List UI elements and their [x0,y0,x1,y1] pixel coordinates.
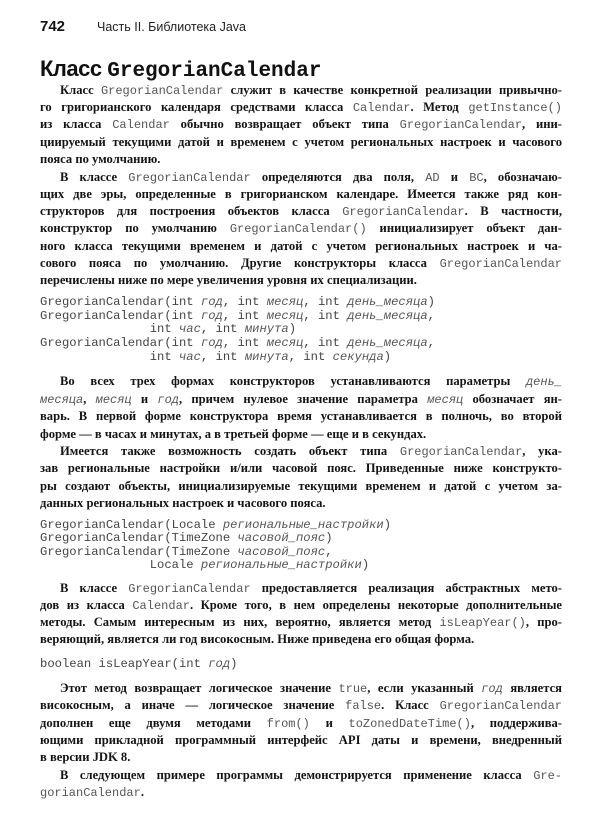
code-parameter: часовой_пояс [237,531,326,545]
text-span: ного класса текущими временем и датой с учетом региональных настроек и ча- [40,239,562,253]
code-parameter: региональные_настройки [222,518,384,532]
text-line [40,479,562,497]
text-span: данных региональных настроек и часового пояса. [40,496,326,510]
text-line [40,83,562,101]
text-span: Имеется также возможность создать объект типа [60,444,400,458]
text-span: ющими прикладной программный интерфейс API даты и времени, внедренный [40,733,562,747]
text-line [40,681,562,699]
text-span: из класса [40,117,113,131]
text-span: , причем нулевое значение параметра [179,392,428,406]
text-span: int [40,322,179,336]
text-line [40,427,562,445]
text-span: форме — в часах и минутах, а в третьей форме — еще и в секундах. [40,427,427,441]
text-span: , int [222,295,267,309]
text-span: конструктор по умолчанию [40,221,230,235]
text-line [40,374,562,392]
inline-code: toZonedDateTime() [348,717,471,731]
text-span: GregorianCalendar(int [40,295,201,309]
section-title-class-name: GregorianCalendar [107,60,322,83]
code-parameter: год [157,393,179,407]
text-span: Этот метод возвращает логическое значение [60,681,339,695]
inline-code: from() [266,717,310,731]
inline-code: GregorianCalendar [342,205,465,219]
text-line [40,716,562,734]
text-line [40,204,562,222]
text-line [40,785,562,803]
code-parameter: год [200,336,223,350]
text-span: . В частности, [464,204,562,218]
code-parameter: час [178,350,201,364]
text-line [40,273,562,291]
text-line [40,187,562,205]
code-parameter: месяц [266,295,304,309]
text-span: GregorianCalendar(TimeZone [40,531,238,545]
text-line [40,632,562,650]
text-span: int [40,350,179,364]
text-span: циируемый текущими датой и временем с учетом региональных настроек и часового [40,135,562,149]
text-line [40,598,562,616]
code-parameter: день_месяца [347,309,428,323]
text-span: В классе [60,170,129,184]
text-span: в версии JDK 8. [40,750,131,764]
inline-code: GregorianCalendar [100,84,224,98]
text-span: . Метод [410,100,469,114]
text-line [40,461,562,479]
code-parameter: минута [244,350,289,364]
text-span: , int [200,350,245,364]
text-span: пояса по умолчанию. [40,152,161,166]
text-span: ры создают объекты, инициализируемые текущими временем и датой с учетом за- [40,479,562,493]
text-span: сового пояса по умолчанию. Другие конструкторы класса [40,256,440,270]
inline-code: GregorianCalendar [128,171,251,185]
text-span: определяются два поля, [250,170,426,184]
text-span: , int [222,309,267,323]
text-line [40,698,562,716]
text-span: , int [303,336,348,350]
text-span: перечислены ниже по мере увеличения уровня их специализации. [40,273,417,287]
text-span: и [131,392,158,406]
text-span: , если указанный [367,681,482,695]
code-line [40,350,562,368]
text-line [40,117,562,135]
text-span: , про- [525,615,562,629]
text-span: методы. Самым интересным из них, вероятно, является метод [40,615,440,629]
inline-code: Calendar [112,118,170,132]
text-span: , [427,309,435,323]
inline-code: GregorianCalendar [399,118,523,132]
inline-code: Gre- [533,769,562,783]
code-parameter: секунда [332,350,384,364]
code-parameter: месяц [266,309,304,323]
code-parameter: год [200,295,223,309]
text-span: , ини- [522,117,562,131]
inline-code: GregorianCalendar [128,582,251,596]
code-line [40,558,562,576]
text-span: , int [200,322,245,336]
text-line [40,170,562,188]
text-span: , int [303,295,348,309]
text-span: веряющий, является ли год високосным. Ниже приведена его общая форма. [40,632,475,646]
text-span: ) [288,322,297,336]
text-span: ) [325,531,333,545]
text-span: , [325,545,333,559]
text-span: Locale [40,558,201,572]
text-line [40,581,562,599]
text-span: boolean isLeapYear(int [40,657,209,671]
text-line [40,496,562,514]
text-span: обычно возвращает объект типа [169,117,400,131]
page-number: 742 [40,18,66,35]
text-span: дов из класса [40,598,133,612]
inline-code: Calendar [352,101,411,115]
text-line [40,444,562,462]
inline-code: Calendar [132,599,190,613]
code-parameter: год [481,682,503,696]
inline-code: getInstance() [468,101,562,115]
text-span: предоставляется реализация абстрактных мето- [250,581,562,595]
text-span: GregorianCalendar(int [40,309,201,323]
code-parameter: месяц [266,336,304,350]
text-span: зав региональные настройки и/или часовой пояс. Приведенные ниже конструкто- [40,461,562,475]
text-span: GregorianCalendar(Locale [40,518,223,532]
inline-code: GregorianCalendar [399,445,523,459]
text-span: ) [361,558,370,572]
inline-code: true [338,682,368,696]
text-span: . [140,785,144,799]
text-line [40,221,562,239]
inline-code: GregorianCalendar() [229,222,367,236]
code-parameter: часовой_пояс [237,545,326,559]
code-parameter: час [178,322,201,336]
text-span: является [502,681,562,695]
text-span: структоров для построения объектов класса [40,204,343,218]
inline-code: isLeapYear() [439,616,526,630]
code-parameter: день_ [525,375,562,389]
text-span: , поддержива- [470,716,562,730]
text-line [40,733,562,751]
text-span: дополнен еще двумя методами [40,716,267,730]
text-line [40,750,562,768]
text-span: инициализирует объект дан- [366,221,562,235]
text-span: ) [383,518,392,532]
code-parameter: год [200,309,223,323]
text-line [40,100,562,118]
text-span: Во всех трех формах конструкторов устанавливаются параметры [60,374,526,388]
code-parameter: минута [244,322,289,336]
text-span: . Кроме того, в нем определены некоторые дополнительные [189,598,562,612]
text-span: , [83,392,96,406]
text-span: обозначает ян- [463,392,562,406]
code-parameter: год [208,657,231,671]
inline-code: gorianCalendar [40,786,141,800]
text-span: ) [383,350,392,364]
text-span: , [427,336,435,350]
inline-code: BC [469,171,484,185]
section-title-prefix: Класс [40,56,108,81]
text-line [40,256,562,274]
inline-code: AD [425,171,440,185]
text-span: GregorianCalendar(int [40,336,201,350]
text-span: щих две эры, определенные в григорианском календаре. Имеется также ряд кон- [40,187,562,201]
text-line [40,409,562,427]
text-span: , int [288,350,333,364]
inline-code: GregorianCalendar [439,699,562,713]
text-line [40,392,562,410]
code-parameter: месяц [427,393,464,407]
text-span: . Класс [381,698,440,712]
text-line [40,239,562,257]
code-parameter: день_месяца [347,336,428,350]
text-span: В следующем примере программы демонстрируется применение класса [60,768,534,782]
inline-code: GregorianCalendar [439,257,562,271]
running-header: Часть II. Библиотека Java [97,20,246,34]
text-line [40,135,562,153]
code-parameter: день_месяца [347,295,428,309]
text-line [40,152,562,170]
text-span: , обозначаю- [483,170,562,184]
text-span: и [439,170,470,184]
text-line [40,768,562,786]
text-span: го григорианского календаря средствами класса [40,100,353,114]
text-span: GregorianCalendar(TimeZone [40,545,238,559]
text-span: Класс [60,83,101,97]
code-parameter: региональные_настройки [200,558,362,572]
text-span: В классе [60,581,129,595]
text-span: ) [427,295,435,309]
text-span: служит в качестве конкретной реализации привычно- [223,83,562,97]
code-line [40,657,562,675]
inline-code: false [345,699,382,713]
section-title [40,56,321,83]
text-line [40,615,562,633]
text-span: , int [222,336,267,350]
text-span: и [309,716,349,730]
text-span: , ука- [522,444,562,458]
text-span: варь. В первой форме конструктора время устанавливается в полночь, во второй [40,409,562,423]
text-span: високосным, а иначе — логическое значение [40,698,346,712]
code-parameter: месяц [95,393,132,407]
code-parameter: месяца [40,393,84,407]
text-span: , int [303,309,348,323]
text-span: ) [230,657,238,671]
